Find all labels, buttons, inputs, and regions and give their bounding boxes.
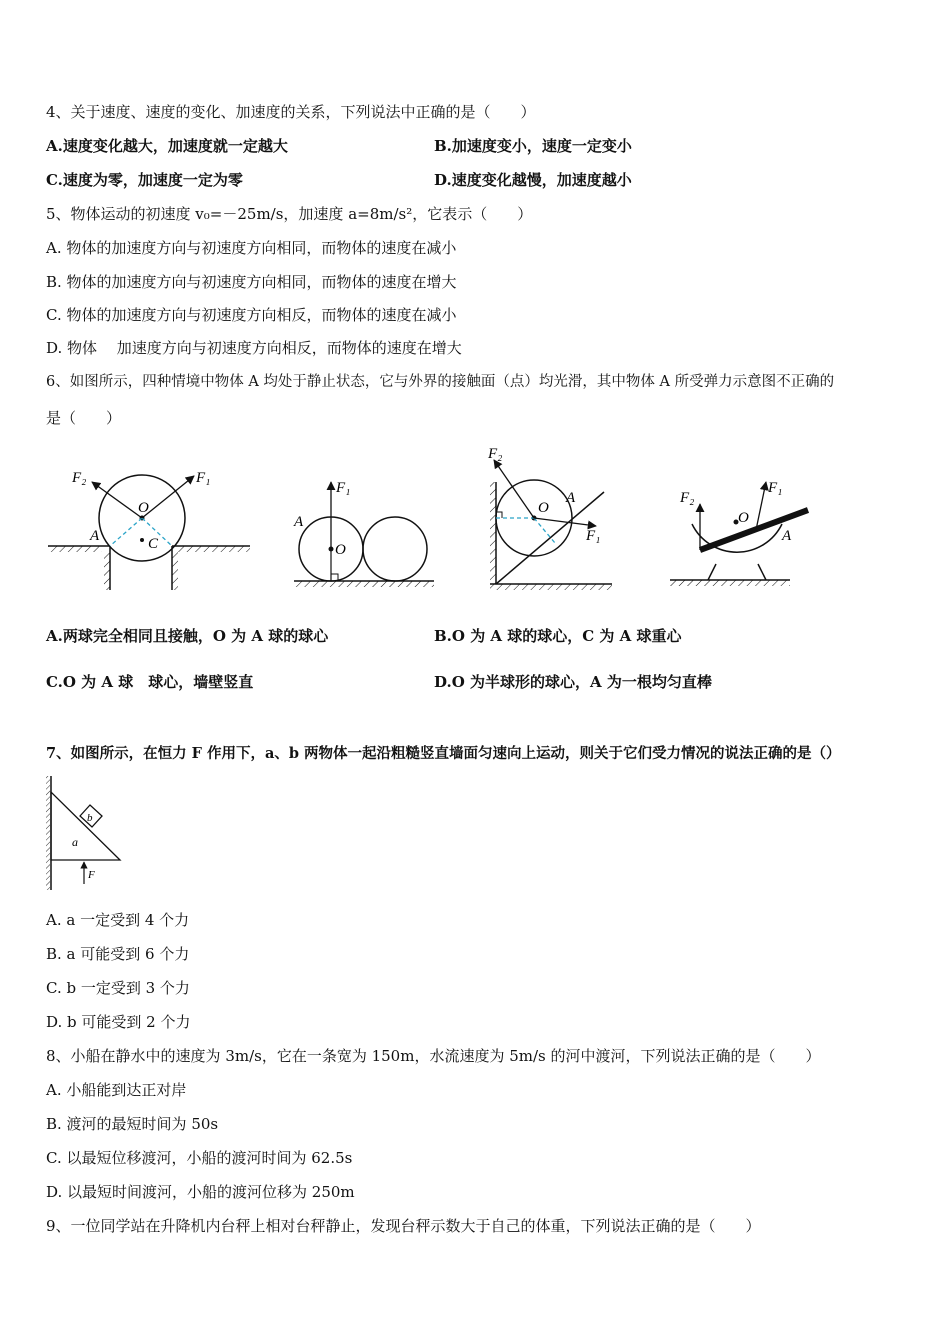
fig-a-o-label: O (138, 500, 149, 516)
q7-option-b: B. a 可能受到 6 个力 (46, 945, 190, 963)
q8-stem: 8、小船在静水中的速度为 3m/s，它在一条宽为 150m，水流速度为 5m/s 的河中渡河，下列说法正确的是（ ） (46, 1047, 821, 1065)
fig-b-o-label: O (335, 542, 346, 558)
fig-c-a-label: A (566, 490, 576, 506)
q7-option-d: D. b 可能受到 2 个力 (46, 1013, 191, 1031)
fig-c-o-label: O (538, 500, 549, 516)
q4-option-d: D.速度变化越慢，加速度越小 (434, 171, 632, 189)
q7-figure-svg (44, 774, 126, 892)
q7-a-label: a (72, 835, 78, 849)
q7-figure (44, 774, 126, 896)
q6-stem-line1: 6、如图所示，四种情境中物体 A 均处于静止状态，它与外界的接触面（点）均光滑，其中物体 A 所受弹力示意图不正确的 (46, 374, 835, 390)
q7-b-label: b (87, 812, 93, 824)
q5-option-c: C. 物体的加速度方向与初速度方向相反，而物体的速度在减小 (46, 306, 457, 324)
q6-option-d: D.O 为半球形的球心，A 为一根均匀直棒 (434, 673, 712, 691)
fig-d-a-label: A (782, 528, 792, 544)
q4-stem: 4、关于速度、速度的变化、加速度的关系，下列说法中正确的是（ ） (46, 103, 536, 121)
fig-c-f2-label: F₂ (488, 446, 503, 462)
q6-option-a: A.两球完全相同且接触，O 为 A 球的球心 (46, 627, 329, 645)
q9-stem: 9、一位同学站在升降机内台秤上相对台秤静止，发现台秤示数大于自己的体重，下列说法正确的是（ ） (46, 1217, 761, 1235)
q8-option-b: B. 渡河的最短时间为 50s (46, 1115, 219, 1133)
q7-stem: 7、如图所示，在恒力 F 作用下，a、b 两物体一起沿粗糙竖直墙面匀速向上运动，则关于它们受力情况的说法正确的是（） (46, 745, 841, 762)
q6-figures (44, 440, 824, 604)
figure-d (670, 480, 808, 586)
q8-option-c: C. 以最短位移渡河，小船的渡河时间为 62.5s (46, 1149, 353, 1167)
q4-option-b: B.加速度变小，速度一定变小 (434, 137, 632, 155)
q8-option-a: A. 小船能到达正对岸 (46, 1081, 187, 1099)
q8-option-d: D. 以最短时间渡河，小船的渡河位移为 250m (46, 1183, 355, 1201)
q7-option-a: A. a 一定受到 4 个力 (46, 911, 190, 929)
fig-a-a-label: A (90, 528, 100, 544)
q5-stem: 5、物体运动的初速度 v₀=－25m/s，加速度 a=8m/s²，它表示（ ） (46, 205, 533, 223)
fig-a-c-label: C (148, 536, 159, 552)
fig-c-f1-label: F₁ (586, 528, 601, 544)
fig-b-f1-label: F₁ (336, 480, 351, 496)
q6-figures-svg (44, 440, 824, 600)
fig-d-f1-label: F₁ (768, 480, 783, 496)
fig-a-f2-label: F₂ (72, 470, 87, 486)
figure-a (48, 470, 250, 590)
figure-c (487, 446, 612, 590)
fig-a-f1-label: F₁ (196, 470, 211, 486)
fig-d-f2-label: F₂ (680, 490, 695, 506)
q6-option-b: B.O 为 A 球的球心，C 为 A 球重心 (434, 627, 682, 645)
q5-option-b: B. 物体的加速度方向与初速度方向相同，而物体的速度在增大 (46, 273, 457, 291)
q4-option-a: A.速度变化越大，加速度就一定越大 (46, 137, 288, 155)
fig-d-o-label: O (738, 510, 749, 526)
q4-option-c: C.速度为零，加速度一定为零 (46, 171, 243, 189)
q5-option-d: D. 物体 加速度方向与初速度方向相反，而物体的速度在增大 (46, 339, 462, 357)
q7-f-label: F (88, 869, 95, 881)
fig-b-a-label: A (294, 514, 304, 530)
q7-option-c: C. b 一定受到 3 个力 (46, 979, 190, 997)
figure-b (293, 480, 434, 587)
q5-option-a: A. 物体的加速度方向与初速度方向相同，而物体的速度在减小 (46, 239, 457, 257)
q6-stem-line2: 是（ ） (46, 409, 122, 427)
q6-option-c: C.O 为 A 球 球心，墙壁竖直 (46, 673, 254, 691)
